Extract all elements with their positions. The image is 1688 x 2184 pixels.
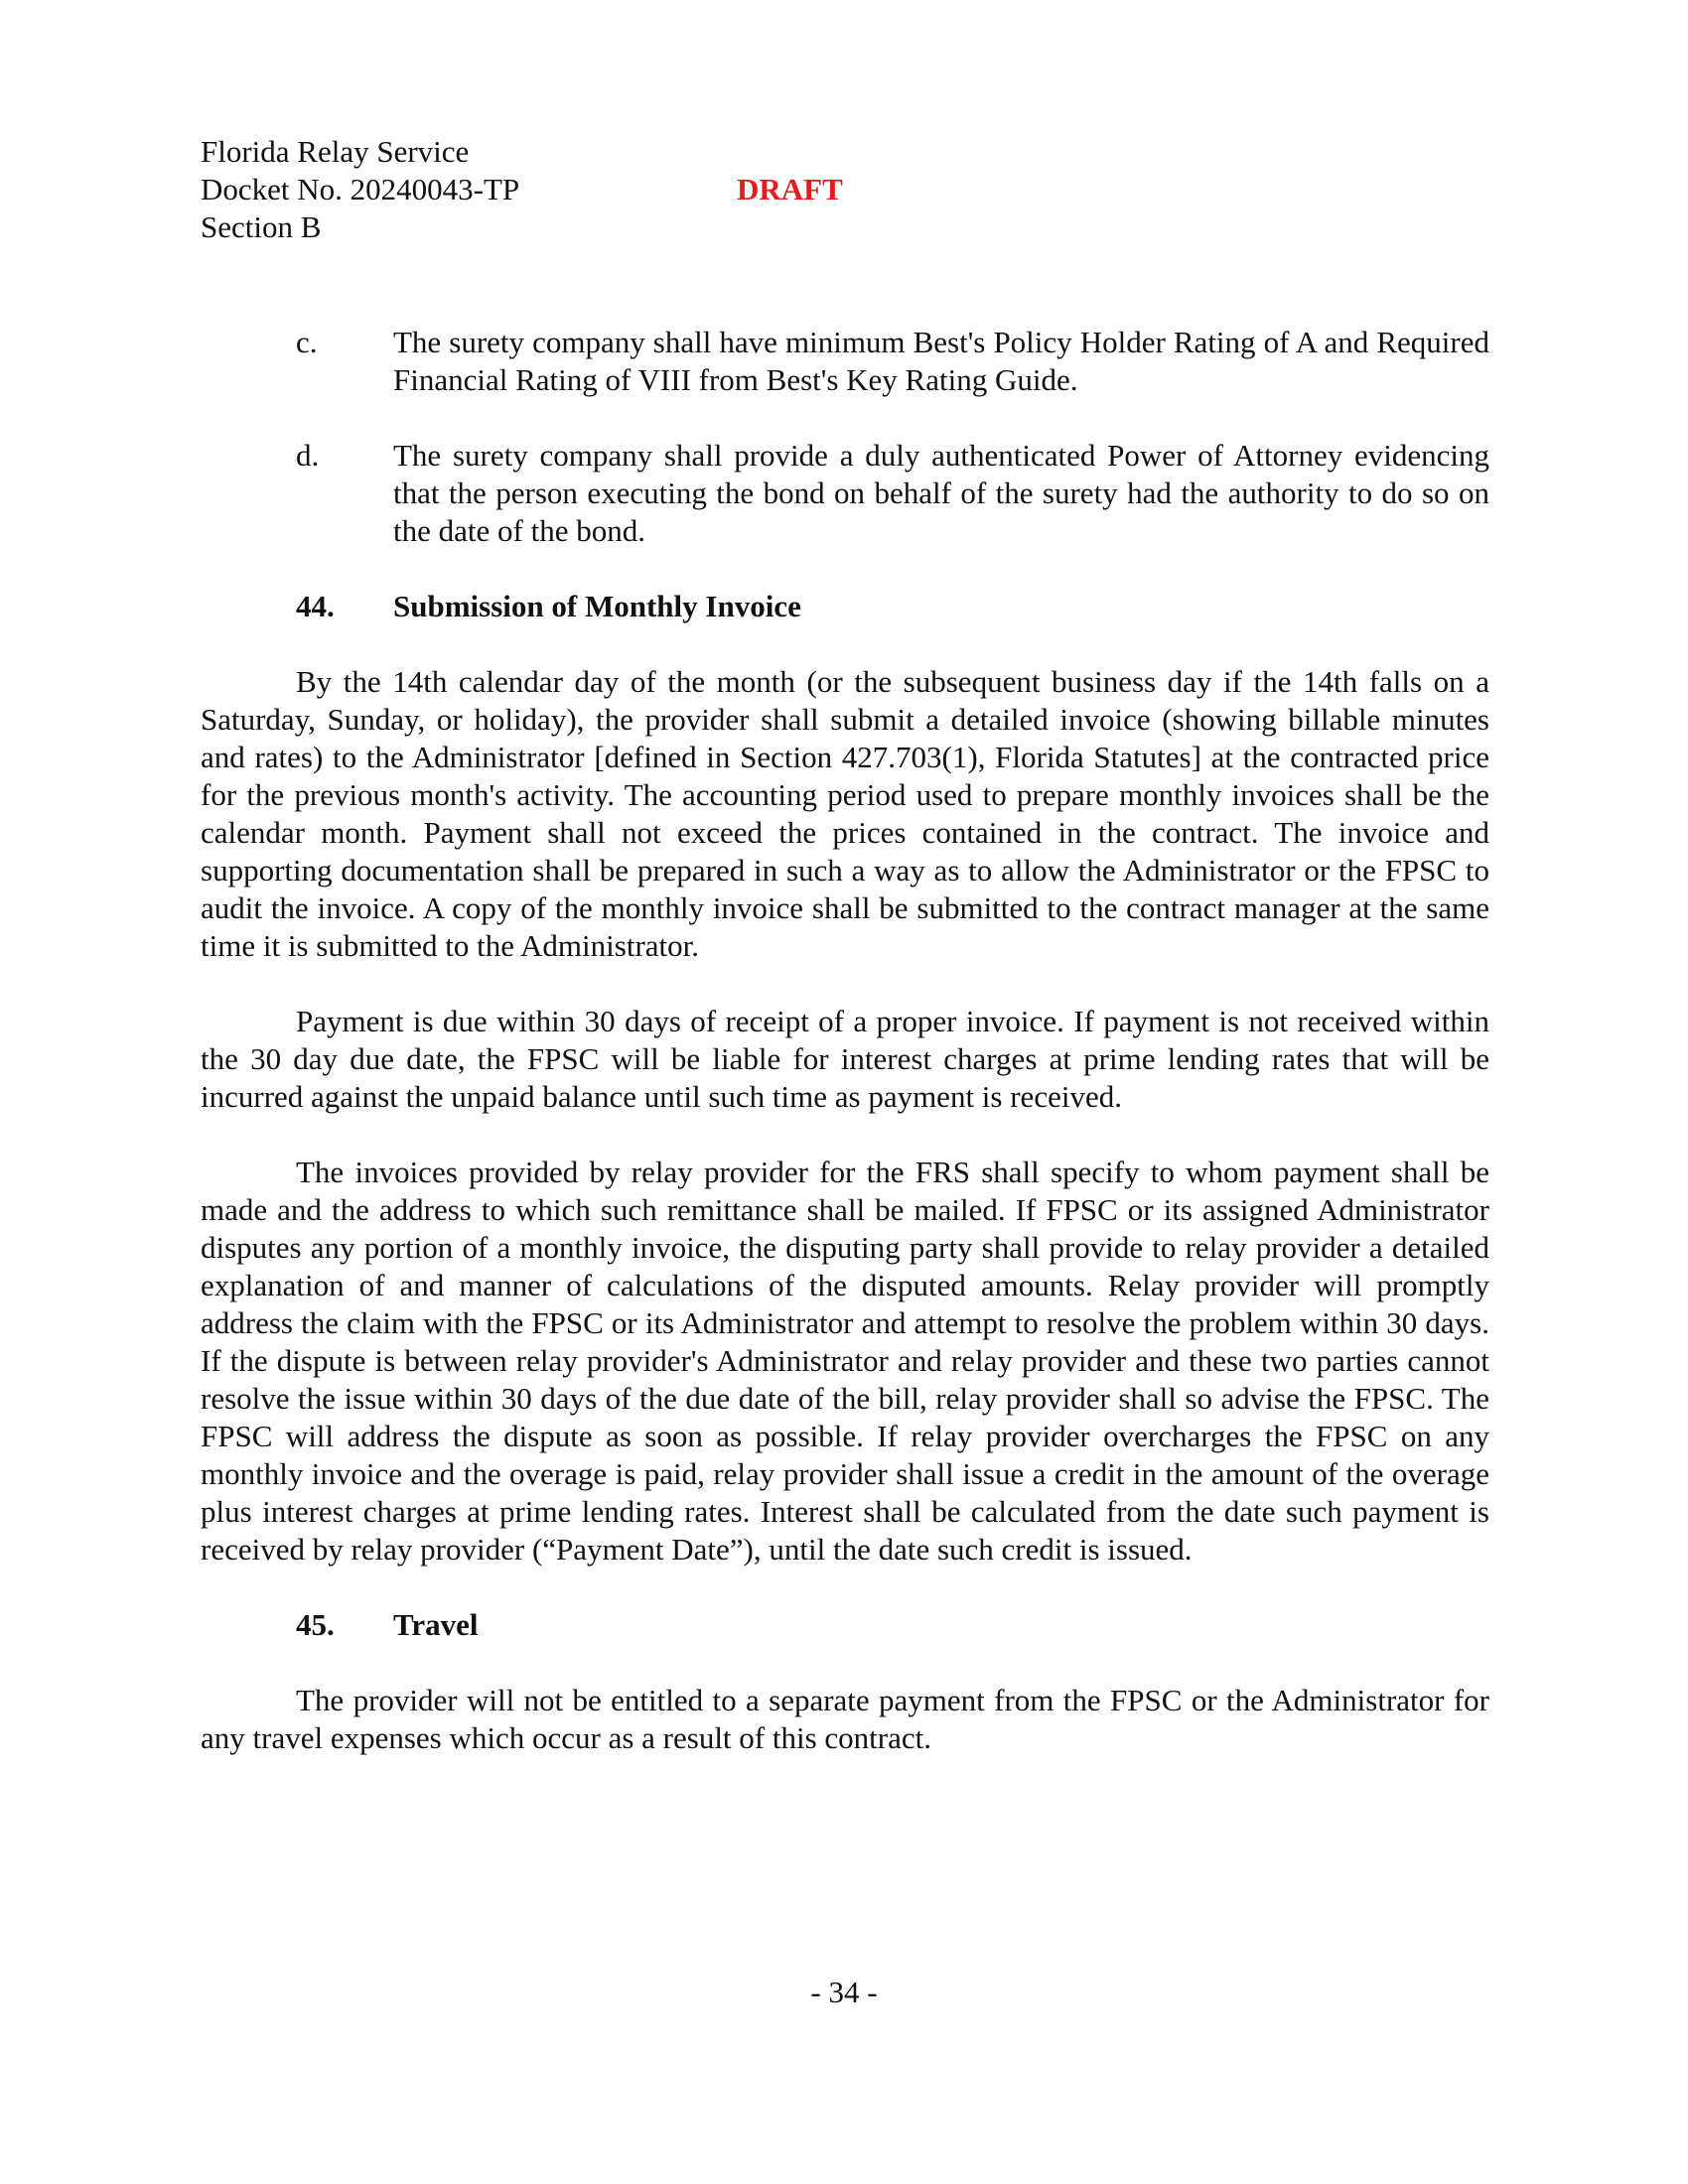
list-item-d (201, 437, 1489, 550)
section-heading-45 (201, 1606, 1489, 1644)
section-heading-44 (201, 588, 1489, 625)
list-item-label: d. (296, 438, 320, 473)
section-title: Travel (393, 1607, 479, 1642)
list-item-text: The surety company shall have minimum Best's Policy Holder Rating of A and Required Financial Rating of VIII from Best's Key Rating Guide. (393, 325, 1489, 397)
paragraph-invoice-disputes: The invoices provided by relay provider for the FRS shall specify to whom payment shall be made and the address to which such remittance shall be mailed. If FPSC or its assigned Administrator disputes any portion of a monthly invoice, the disputing party shall provide to relay provider a detailed explanation of and manner of calculations of the disputed amounts. Relay provider will promptly address the claim with the FPSC or its Administrator and attempt to resolve the problem within 30 days. If the dispute is between relay provider's Administrator and relay provider and these two parties cannot resolve the issue within 30 days of the due date of the bill, relay provider shall so advise the FPSC. The FPSC will address the dispute as soon as possible. If relay provider overcharges the FPSC on any monthly invoice and the overage is paid, relay provider shall issue a credit in the amount of the overage plus interest charges at prime lending rates. Interest shall be calculated from the date such payment is received by relay provider (“Payment Date”), until the date such credit is issued. (201, 1155, 1489, 1567)
header-line-section: Section B (201, 209, 322, 244)
header-line-service: Florida Relay Service (201, 134, 470, 169)
section-number: 45. (296, 1607, 335, 1642)
section-number: 44. (296, 589, 335, 623)
document-body (201, 324, 1489, 1795)
page-number: - 34 - (810, 1975, 878, 2009)
header-line-docket: Docket No. 20240043-TP (201, 172, 520, 206)
draft-label: DRAFT (737, 172, 843, 206)
document-header (201, 133, 519, 246)
list-item-c (201, 324, 1489, 399)
paragraph-travel: The provider will not be entitled to a separate payment from the FPSC or the Administrator for any travel expenses which occur as a result of this contract. (201, 1683, 1489, 1755)
paragraph-invoice-submission: By the 14th calendar day of the month (or the subsequent business day if the 14th falls on a Saturday, Sunday, or holiday), the provider shall submit a detailed invoice (showing billable minutes and rates) to the Administrator [defined in Section 427.703(1), Florida Statutes] at the contracted price for the previous month's activity. The accounting period used to prepare monthly invoices shall be the calendar month. Payment shall not exceed the prices contained in the contract. The invoice and supporting documentation shall be prepared in such a way as to allow the Administrator or the FPSC to audit the invoice. A copy of the monthly invoice shall be submitted to the contract manager at the same time it is submitted to the Administrator. (201, 664, 1489, 963)
paragraph-payment-due: Payment is due within 30 days of receipt of a proper invoice. If payment is not received within the 30 day due date, the FPSC will be liable for interest charges at prime lending rates that will be incurred against the unpaid balance until such time as payment is received. (201, 1004, 1489, 1114)
section-title: Submission of Monthly Invoice (393, 589, 801, 623)
list-item-label: c. (296, 325, 318, 359)
list-item-text: The surety company shall provide a duly authenticated Power of Attorney evidencing that the person executing the bond on behalf of the surety had the authority to do so on the date of the bond. (393, 438, 1489, 548)
